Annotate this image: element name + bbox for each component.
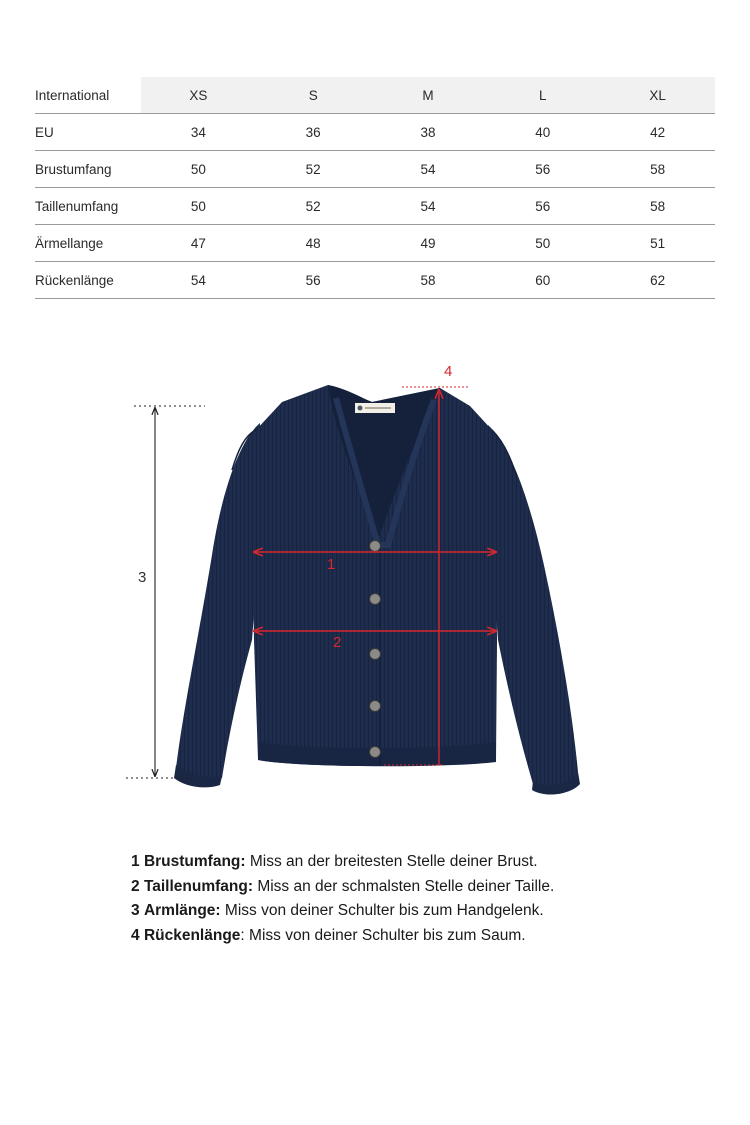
table-row-eu (35, 114, 715, 151)
legend-text: Miss von deiner Schulter bis zum Handgelenk. (224, 902, 544, 919)
button-3 (370, 649, 381, 660)
size-m: M (371, 77, 486, 114)
legend-number: 4 (131, 926, 140, 944)
table-cell: 38 (371, 114, 486, 151)
legend-text: : Miss von deiner Schulter bis zum Saum. (240, 926, 526, 944)
row-label: EU (35, 114, 141, 151)
legend-number: 2 (131, 877, 140, 895)
right-sleeve (488, 425, 578, 788)
legend-number: 3 (131, 902, 140, 919)
size-header-row (35, 77, 715, 114)
legend-item-chest (131, 850, 691, 875)
left-sleeve (176, 423, 260, 781)
legend-term: Taillenumfang: (143, 877, 254, 895)
arm-marker: 3 (138, 569, 147, 586)
table-cell: 58 (371, 262, 486, 299)
table-cell: 50 (485, 225, 600, 262)
button-2 (370, 594, 381, 605)
header-label: International (35, 77, 141, 114)
table-cell: 56 (256, 262, 371, 299)
legend-term: Brustumfang: (143, 853, 246, 870)
table-row-rueckenlaenge (35, 262, 715, 299)
table-cell: 40 (485, 114, 600, 151)
legend-number: 1 (131, 853, 140, 870)
table-cell: 56 (485, 188, 600, 225)
table-cell: 54 (371, 151, 486, 188)
size-table (35, 77, 715, 299)
table-row-aermellange (35, 225, 715, 262)
table-cell: 54 (371, 188, 486, 225)
size-l: L (485, 77, 600, 114)
table-cell: 62 (600, 262, 715, 299)
back-marker: 4 (444, 363, 453, 380)
table-cell: 50 (141, 188, 256, 225)
button-5 (370, 747, 381, 758)
table-cell: 56 (485, 151, 600, 188)
table-cell: 52 (256, 188, 371, 225)
table-cell: 60 (485, 262, 600, 299)
waist-marker: 2 (333, 634, 342, 651)
table-row-taillenumfang (35, 188, 715, 225)
table-cell: 47 (141, 225, 256, 262)
table-row-brustumfang (35, 151, 715, 188)
measurement-figure (0, 340, 750, 810)
size-xs: XS (141, 77, 256, 114)
table-cell: 54 (141, 262, 256, 299)
table-cell: 42 (600, 114, 715, 151)
table-cell: 50 (141, 151, 256, 188)
row-label: Rückenlänge (35, 262, 141, 299)
row-label: Ärmellange (35, 225, 141, 262)
table-cell: 58 (600, 188, 715, 225)
table-cell: 36 (256, 114, 371, 151)
legend-term: Armlänge: (143, 902, 221, 919)
table-cell: 58 (600, 151, 715, 188)
button-1 (370, 541, 381, 552)
legend-term: Rückenlänge (143, 926, 241, 944)
row-label: Brustumfang (35, 151, 141, 188)
legend-text: Miss an der schmalsten Stelle deiner Taille. (257, 877, 555, 895)
table-cell: 49 (371, 225, 486, 262)
legend-item-arm (131, 899, 691, 924)
cardigan-shape (174, 385, 580, 795)
row-label: Taillenumfang (35, 188, 141, 225)
legend-item-waist (131, 875, 691, 900)
table-cell: 48 (256, 225, 371, 262)
legend-item-back (131, 924, 691, 949)
table-cell: 52 (256, 151, 371, 188)
size-xl: XL (600, 77, 715, 114)
cardigan-illustration (0, 340, 750, 810)
chest-marker: 1 (327, 556, 336, 573)
measurement-legend (131, 850, 691, 948)
legend-text: Miss an der breitesten Stelle deiner Brust. (249, 853, 538, 870)
table-cell: 34 (141, 114, 256, 151)
button-4 (370, 701, 381, 712)
size-s: S (256, 77, 371, 114)
table-cell: 51 (600, 225, 715, 262)
